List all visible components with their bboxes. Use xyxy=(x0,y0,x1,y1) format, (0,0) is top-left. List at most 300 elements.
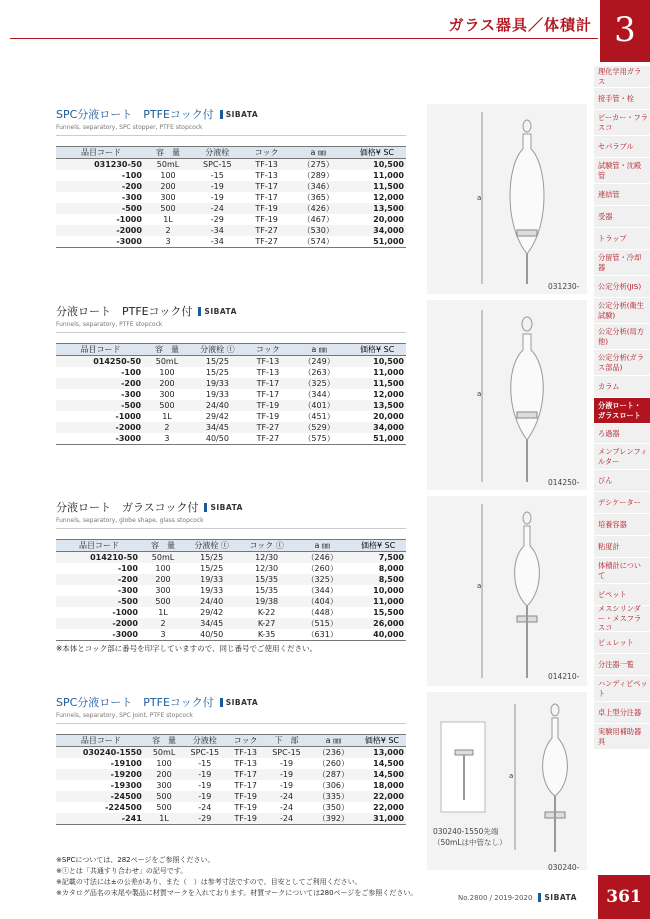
sidebar-item[interactable]: 理化学用ガラス xyxy=(594,66,650,88)
table-cell: SPC-15 xyxy=(264,747,309,759)
section-subtitle: Funnels, separatory, PTFE stopcock xyxy=(56,321,406,333)
table-cell: -100 xyxy=(121,368,142,377)
table-cell: 12/30 xyxy=(239,552,294,564)
table-row xyxy=(56,552,406,564)
table-row xyxy=(56,563,406,574)
table-cell: 7,500 xyxy=(350,552,406,564)
table-row xyxy=(56,400,406,411)
table-cell: -300 xyxy=(117,586,138,595)
table-cell: -500 xyxy=(56,596,142,607)
column-header: 容 量 xyxy=(142,540,184,552)
sidebar-item[interactable]: 受器 xyxy=(594,206,650,228)
column-header: コック xyxy=(227,735,264,747)
table-cell: （350） xyxy=(317,803,350,812)
table-cell: -19 xyxy=(264,769,309,780)
table-row xyxy=(56,780,406,791)
table-cell: 500 xyxy=(156,803,172,812)
table-cell: （344） xyxy=(303,390,335,399)
table-cell: -19 xyxy=(198,781,212,790)
table-cell: -19100 xyxy=(110,759,142,768)
table-cell: 13,000 xyxy=(358,747,406,759)
column-header: a ㎜ xyxy=(290,344,348,356)
table-cell: 014250-50 xyxy=(56,356,145,368)
sidebar-item[interactable]: デシケーター xyxy=(594,492,650,514)
table-cell: 300 xyxy=(159,390,175,399)
table-cell: 500 xyxy=(146,791,183,802)
sidebar-item[interactable]: 分注器一覧 xyxy=(594,654,650,676)
table-cell: 15,500 xyxy=(373,608,404,617)
table-cell: 100 xyxy=(159,368,175,377)
table-cell: （515） xyxy=(294,618,350,629)
sidebar-item[interactable]: 培養容器 xyxy=(594,514,650,536)
note: ※本体とコック部に番号を印字していますので、同じ番号でご使用ください。 xyxy=(56,644,317,653)
table-cell: 15/25 xyxy=(189,356,246,368)
table-cell: （365） xyxy=(302,193,334,202)
table-row xyxy=(56,203,406,214)
sidebar-item[interactable]: 接手管・栓 xyxy=(594,88,650,110)
table-row xyxy=(56,433,406,445)
photo-caption: 031230- xyxy=(548,282,580,291)
table-cell: （448） xyxy=(306,608,338,617)
table-cell: 50mL xyxy=(146,747,183,759)
table-cell: （401） xyxy=(290,400,348,411)
table-row xyxy=(56,225,406,236)
table-cell: 34,000 xyxy=(348,422,406,433)
table-cell: （287） xyxy=(309,769,358,780)
table-cell: TF-19 xyxy=(244,203,288,214)
price-table xyxy=(56,539,406,641)
sidebar-item[interactable]: 体積計について xyxy=(594,558,650,584)
sibata-logo: SIBATA xyxy=(198,307,236,316)
table-cell: 14,500 xyxy=(373,759,404,768)
table-cell: 100 xyxy=(155,564,171,573)
column-header: a ㎜ xyxy=(294,540,350,552)
table-row xyxy=(56,411,406,422)
table-cell: 19/33 xyxy=(200,586,224,595)
table-cell: 22,000 xyxy=(373,803,404,812)
sidebar-item[interactable]: ろ過器 xyxy=(594,424,650,444)
table-row xyxy=(56,618,406,629)
table-cell: TF-19 xyxy=(255,215,278,224)
table-cell: 20,000 xyxy=(373,215,404,224)
table-cell: TF-27 xyxy=(246,433,290,445)
table-cell: （325） xyxy=(290,378,348,389)
table-cell: 031230-50 xyxy=(56,159,146,171)
sibata-logo: SIBATA xyxy=(204,503,242,512)
table-cell: -29 xyxy=(210,215,224,224)
product-photo-031230 xyxy=(427,104,587,294)
section-title-text: 分液ロート ガラスコック付 xyxy=(56,501,199,514)
table-cell: 20,000 xyxy=(373,412,404,421)
table-cell: 14,500 xyxy=(358,769,406,780)
table-cell: 50mL xyxy=(145,356,189,368)
table-cell: 8,500 xyxy=(350,574,406,585)
table-cell: （575） xyxy=(290,433,348,445)
table-cell: TF-17 xyxy=(227,769,264,780)
table-cell: 1L xyxy=(162,412,172,421)
table-cell: 200 xyxy=(142,574,184,585)
table-cell: （260） xyxy=(306,564,338,573)
table-cell: 11,000 xyxy=(373,368,404,377)
table-cell: （325） xyxy=(294,574,350,585)
price-table xyxy=(56,343,406,445)
sidebar-item[interactable]: ハンディピペット xyxy=(594,676,650,702)
table-cell: 19/33 xyxy=(189,378,246,389)
sidebar-item[interactable]: 公定分析(衛生試験) xyxy=(594,298,650,324)
table-row xyxy=(56,802,406,813)
table-cell: TF-13 xyxy=(227,747,264,759)
table-cell: -24 xyxy=(279,803,294,812)
table-cell: 2 xyxy=(145,422,189,433)
table-cell: 15/25 xyxy=(205,368,229,377)
table-cell: 500 xyxy=(142,596,184,607)
table-cell: 29/42 xyxy=(205,412,229,421)
page-number: 361 xyxy=(598,875,650,919)
sidebar-item[interactable]: セパラブル xyxy=(594,136,650,158)
table-row xyxy=(56,629,406,641)
column-header: コック ⓣ xyxy=(239,540,294,552)
table-row xyxy=(56,813,406,825)
table-row xyxy=(56,769,406,780)
table-cell: 3 xyxy=(146,236,190,248)
table-cell: 29/42 xyxy=(200,608,224,617)
table-cell: 15/35 xyxy=(239,574,294,585)
table-row xyxy=(56,356,406,368)
table-cell: TF-19 xyxy=(234,803,257,812)
sidebar-item[interactable]: 試験管・沈殿管 xyxy=(594,158,650,184)
table-cell: 34/45 xyxy=(184,618,239,629)
sidebar-item[interactable]: 公定分析(局方他) xyxy=(594,324,650,350)
price-table xyxy=(56,734,406,825)
table-cell: 24/40 xyxy=(189,400,246,411)
section-title-text: 分液ロート PTFEコック付 xyxy=(56,305,193,318)
column-header: 容 量 xyxy=(145,344,189,356)
column-header: 分液栓 xyxy=(190,147,244,159)
table-cell: 26,000 xyxy=(350,618,406,629)
section-spc-ptfe xyxy=(56,106,406,248)
chapter-tab[interactable]: 3 xyxy=(600,0,650,62)
separatory-funnel-icon xyxy=(427,496,587,686)
table-cell: -3000 xyxy=(56,236,146,248)
sidebar-item[interactable]: トラップ xyxy=(594,228,650,250)
column-header: コック xyxy=(246,344,290,356)
table-cell: 3 xyxy=(142,629,184,641)
table-cell: （260） xyxy=(317,759,350,768)
table-cell: -241 xyxy=(56,813,146,825)
table-cell: （236） xyxy=(309,747,358,759)
table-cell: 200 xyxy=(145,378,189,389)
table-cell: TF-19 xyxy=(256,412,280,421)
table-cell: 500 xyxy=(146,203,190,214)
table-cell: 1L xyxy=(146,813,183,825)
table-row xyxy=(56,389,406,400)
table-cell: 51,000 xyxy=(348,433,406,445)
table-cell: TF-19 xyxy=(227,791,264,802)
table-cell: 10,500 xyxy=(348,159,406,171)
table-cell: -15 xyxy=(198,759,212,768)
section-subtitle: Funnels, separatory, SPC stopper, PTFE stopcock xyxy=(56,124,406,136)
sidebar-item[interactable]: ビュレット xyxy=(594,632,650,654)
section-spc-joint xyxy=(56,694,406,825)
table-cell: 50mL xyxy=(146,159,190,171)
column-header: 品目コード xyxy=(56,344,145,356)
table-cell: （263） xyxy=(303,368,335,377)
section-title xyxy=(56,303,406,319)
table-cell: 12,000 xyxy=(373,193,404,202)
table-cell: 34,000 xyxy=(348,225,406,236)
table-cell: -19 xyxy=(182,769,227,780)
table-cell: 18,000 xyxy=(373,781,404,790)
table-cell: -500 xyxy=(56,203,146,214)
table-cell: -2000 xyxy=(56,618,142,629)
table-cell: 3 xyxy=(145,433,189,445)
column-header: コック xyxy=(244,147,288,159)
table-cell: -24 xyxy=(264,813,309,825)
dim-a-label: a xyxy=(477,194,482,202)
table-cell: 40/50 xyxy=(189,433,246,445)
section-title xyxy=(56,694,406,710)
table-cell: -300 xyxy=(121,390,142,399)
table-cell: K-35 xyxy=(239,629,294,641)
table-cell: -24 xyxy=(198,803,212,812)
table-cell: -200 xyxy=(56,574,142,585)
table-cell: TF-13 xyxy=(255,171,278,180)
table-row xyxy=(56,170,406,181)
table-cell: （335） xyxy=(309,791,358,802)
column-header: 分液栓 ⓣ xyxy=(184,540,239,552)
column-header: 容 量 xyxy=(146,147,190,159)
table-cell: 1L xyxy=(163,215,173,224)
table-cell: 40/50 xyxy=(184,629,239,641)
table-row xyxy=(56,747,406,759)
dim-a-label: a xyxy=(477,390,482,398)
table-cell: （306） xyxy=(317,781,350,790)
table-cell: -2000 xyxy=(56,225,146,236)
table-row xyxy=(56,422,406,433)
table-row xyxy=(56,367,406,378)
sidebar-item[interactable]: カラム xyxy=(594,376,650,398)
footnote: ※SPCについては、282ページをご参照ください。 xyxy=(56,856,215,864)
column-header: 品目コード xyxy=(56,735,146,747)
table-cell: 200 xyxy=(146,181,190,192)
sidebar-item[interactable]: 卓上型分注器 xyxy=(594,702,650,724)
table-row xyxy=(56,596,406,607)
table-cell: （404） xyxy=(294,596,350,607)
sibata-logo: SIBATA xyxy=(220,698,258,707)
category-sidebar xyxy=(594,66,650,750)
table-cell: -24 xyxy=(264,791,309,802)
table-cell: 300 xyxy=(160,193,176,202)
table-cell: -3000 xyxy=(56,433,145,445)
table-cell: 500 xyxy=(145,400,189,411)
sidebar-item[interactable]: 公定分析(ガラス部品) xyxy=(594,350,650,376)
table-cell: TF-17 xyxy=(244,181,288,192)
table-cell: -29 xyxy=(182,813,227,825)
section-title-text: SPC分液ロート PTFEコック付 xyxy=(56,696,214,709)
sidebar-item[interactable]: びん xyxy=(594,470,650,492)
table-cell: 40,000 xyxy=(350,629,406,641)
sibata-logo: SIBATA xyxy=(538,893,576,902)
table-cell: 22,000 xyxy=(358,791,406,802)
section-subtitle: Funnels, separatory, globe shape, glass stopcock xyxy=(56,517,406,529)
inset-caption: 030240-1550先端 （50mLは中管なし） xyxy=(433,827,507,847)
column-header: a ㎜ xyxy=(309,735,358,747)
separatory-funnel-icon xyxy=(427,300,587,490)
table-cell: （275） xyxy=(289,159,348,171)
table-cell: （289） xyxy=(302,171,334,180)
dim-a-label: a xyxy=(477,582,482,590)
table-cell: K-22 xyxy=(257,608,276,617)
table-cell: TF-27 xyxy=(246,422,290,433)
column-header: 分液栓 ⓣ xyxy=(189,344,246,356)
table-cell: 8,000 xyxy=(378,564,404,573)
table-cell: 34/45 xyxy=(189,422,246,433)
table-cell: 100 xyxy=(156,759,172,768)
table-cell: 50mL xyxy=(142,552,184,564)
table-cell: 15/35 xyxy=(255,586,279,595)
table-cell: 19/33 xyxy=(184,574,239,585)
table-cell: 51,000 xyxy=(348,236,406,248)
table-cell: 014210-50 xyxy=(56,552,142,564)
sidebar-item[interactable]: メスシリンダー・メスフラスコ xyxy=(594,606,650,632)
table-cell: TF-13 xyxy=(244,159,288,171)
table-cell: -19200 xyxy=(56,769,146,780)
column-header: 価格¥ SC xyxy=(348,344,406,356)
table-cell: TF-17 xyxy=(256,390,280,399)
price-table xyxy=(56,146,406,248)
table-cell: 13,500 xyxy=(348,400,406,411)
table-cell: 11,000 xyxy=(373,171,404,180)
table-cell: -24 xyxy=(190,203,244,214)
footnote: ※カタログ品名の末尾や製品に材質マークを入れております。材質マークについては280ページをご参照ください。 xyxy=(56,889,418,897)
table-cell: 300 xyxy=(155,586,171,595)
table-cell: -200 xyxy=(56,181,146,192)
table-cell: -34 xyxy=(190,236,244,248)
table-cell: 2 xyxy=(142,618,184,629)
table-cell: TF-27 xyxy=(244,225,288,236)
column-header: a ㎜ xyxy=(289,147,348,159)
table-cell: 11,500 xyxy=(348,181,406,192)
table-cell: 24/40 xyxy=(184,596,239,607)
table-cell: （451） xyxy=(303,412,335,421)
page-header-title: ガラス器具／体積計 xyxy=(448,16,592,34)
table-cell: 300 xyxy=(156,781,172,790)
photo-caption: 014250- xyxy=(548,478,580,487)
table-cell: -1000 xyxy=(112,608,138,617)
sidebar-item[interactable]: ピペット xyxy=(594,584,650,606)
section-ptfe xyxy=(56,303,406,445)
table-cell: 030240-1550 xyxy=(56,747,146,759)
table-cell: -19 xyxy=(279,781,294,790)
sidebar-item[interactable]: 公定分析(JIS) xyxy=(594,276,650,298)
table-cell: TF-27 xyxy=(244,236,288,248)
table-cell: TF-17 xyxy=(234,781,257,790)
column-header: 価格¥ SC xyxy=(348,147,406,159)
sidebar-item[interactable]: 実験用補助器具 xyxy=(594,724,650,750)
section-glass xyxy=(56,499,406,654)
table-row xyxy=(56,607,406,618)
sidebar-item[interactable]: ビーカー・フラスコ xyxy=(594,110,650,136)
table-cell: （631） xyxy=(294,629,350,641)
section-subtitle: Funnels, separatory, SPC Joint, PTFE stopcock xyxy=(56,712,406,724)
table-cell: 200 xyxy=(146,769,183,780)
section-title xyxy=(56,106,406,122)
table-cell: -3000 xyxy=(56,629,142,641)
table-cell: -224500 xyxy=(105,803,142,812)
table-cell: -200 xyxy=(56,378,145,389)
column-header: 品目コード xyxy=(56,540,142,552)
sidebar-item[interactable]: 連結管 xyxy=(594,184,650,206)
table-cell: -19 xyxy=(182,791,227,802)
table-cell: 15/25 xyxy=(200,564,224,573)
column-header: 品目コード xyxy=(56,147,146,159)
table-cell: -19 xyxy=(190,181,244,192)
product-photo-014210 xyxy=(427,496,587,686)
table-cell: K-27 xyxy=(239,618,294,629)
table-row xyxy=(56,758,406,769)
table-cell: （574） xyxy=(289,236,348,248)
column-header: 価格¥ SC xyxy=(358,735,406,747)
sidebar-item[interactable]: 分液ロート・ガラスロート xyxy=(594,398,650,424)
sidebar-item[interactable]: メンブレンフィルター xyxy=(594,444,650,470)
table-row xyxy=(56,159,406,171)
table-cell: TF-17 xyxy=(255,193,278,202)
sibata-logo: SIBATA xyxy=(220,110,258,119)
catalog-number xyxy=(458,893,577,902)
sidebar-item[interactable]: 分留管・冷却器 xyxy=(594,250,650,276)
table-cell: 15/25 xyxy=(184,552,239,564)
table-cell: TF-13 xyxy=(256,368,280,377)
table-cell: （426） xyxy=(289,203,348,214)
table-cell: -100 xyxy=(121,171,142,180)
table-cell: -1000 xyxy=(116,215,142,224)
table-cell: 2 xyxy=(146,225,190,236)
catalog-text: No.2800 / 2019-2020 xyxy=(458,893,533,902)
table-cell: （346） xyxy=(289,181,348,192)
table-cell: 11,000 xyxy=(350,596,406,607)
table-cell: -19 xyxy=(279,759,294,768)
table-row xyxy=(56,585,406,596)
table-cell: 10,500 xyxy=(348,356,406,368)
table-cell: TF-19 xyxy=(227,813,264,825)
footnote: ※ⓣとは「共通すり合わせ」の記号です。 xyxy=(56,867,188,875)
photo-caption: 030240- xyxy=(548,863,580,872)
header-rule xyxy=(10,38,598,39)
sidebar-item[interactable]: 粘度計 xyxy=(594,536,650,558)
column-header: 価格¥ SC xyxy=(350,540,406,552)
table-cell: -24500 xyxy=(56,791,146,802)
table-row xyxy=(56,791,406,802)
table-row xyxy=(56,574,406,585)
table-cell: （392） xyxy=(309,813,358,825)
table-cell: （467） xyxy=(302,215,334,224)
table-cell: SPC-15 xyxy=(182,747,227,759)
separatory-funnel-icon xyxy=(427,104,587,294)
table-cell: -34 xyxy=(190,225,244,236)
table-row xyxy=(56,378,406,389)
table-cell: （344） xyxy=(306,586,338,595)
table-cell: 12/30 xyxy=(255,564,279,573)
table-cell: TF-13 xyxy=(234,759,257,768)
table-cell: -19300 xyxy=(110,781,142,790)
table-cell: -500 xyxy=(56,400,145,411)
footnotes xyxy=(56,855,417,899)
column-header: 容 量 xyxy=(146,735,183,747)
table-cell: 31,000 xyxy=(358,813,406,825)
table-cell: -1000 xyxy=(115,412,142,421)
table-row xyxy=(56,181,406,192)
product-photo-014250 xyxy=(427,300,587,490)
